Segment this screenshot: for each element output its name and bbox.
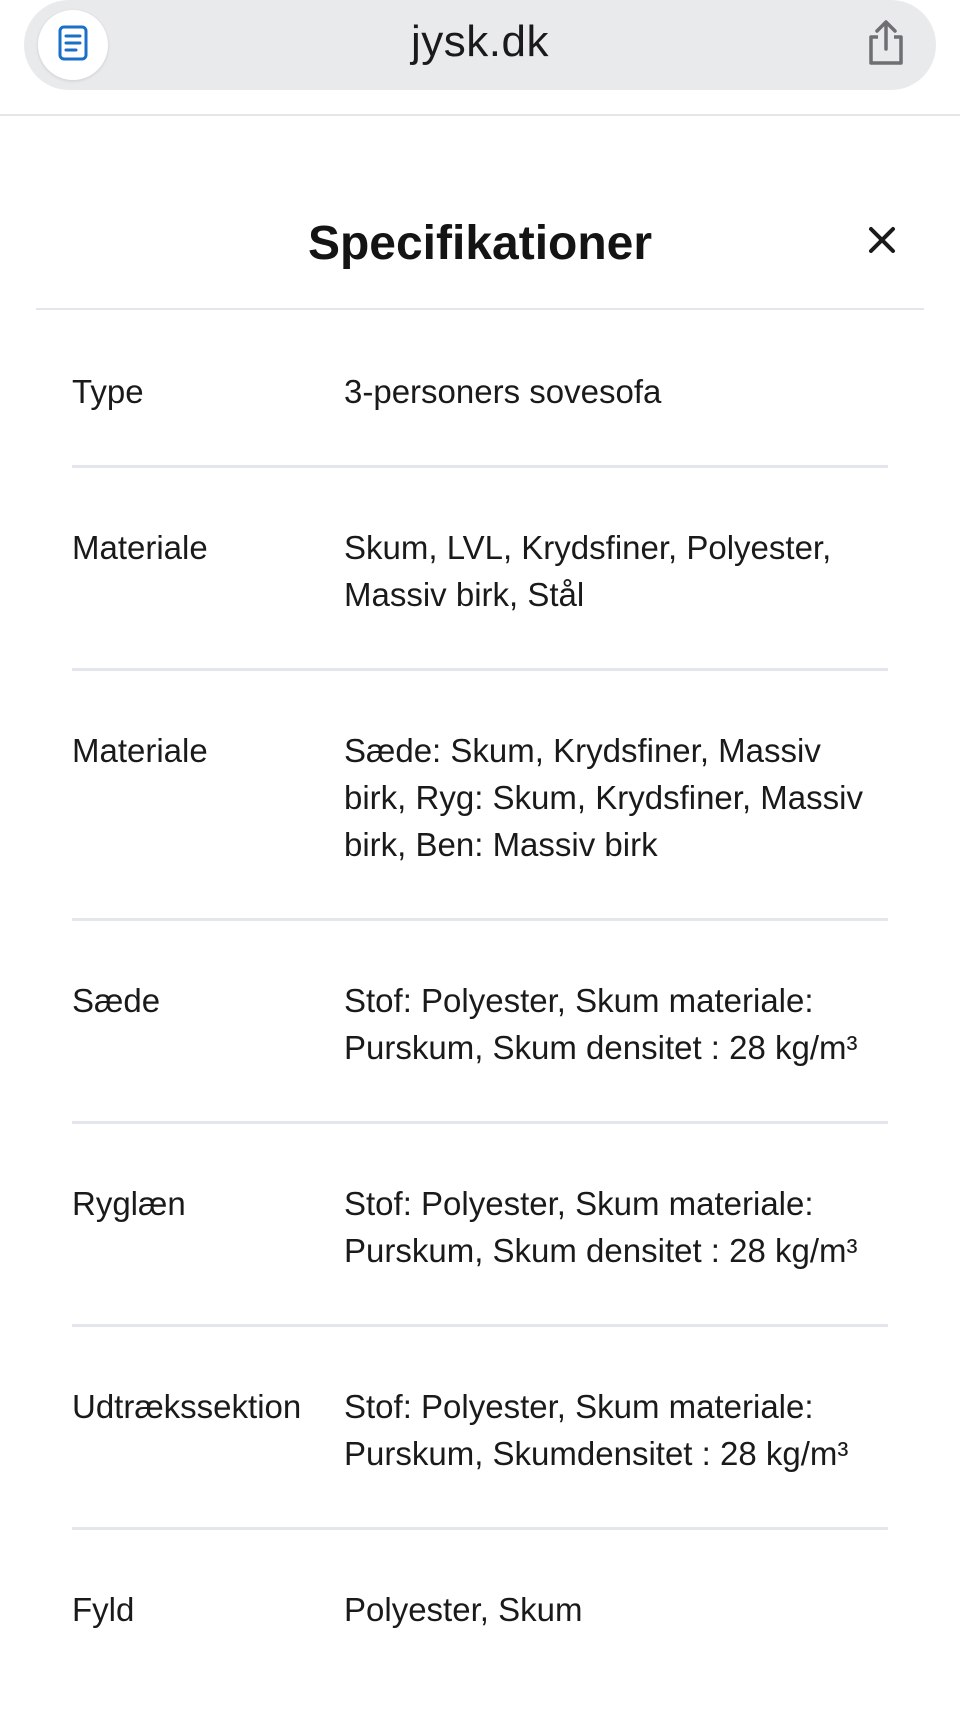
- spec-row-pullout-section: [72, 1327, 888, 1530]
- spec-value: Stof: Polyester, Skum materiale: Purskum, Skum densitet : 28 kg/m³: [344, 982, 858, 1066]
- page-title: Specifikationer: [307, 217, 653, 270]
- spec-label: Materiale: [72, 529, 208, 566]
- spec-row-backrest: [72, 1124, 888, 1327]
- close-icon: [868, 226, 896, 259]
- spec-label: Materiale: [72, 732, 208, 769]
- spec-value: 3-personers sovesofa: [344, 373, 662, 410]
- spec-label: Udtrækssektion: [72, 1388, 302, 1425]
- spec-row-seat: [72, 921, 888, 1124]
- spec-label: Sæde: [72, 982, 161, 1019]
- spec-label: Fyld: [72, 1591, 135, 1628]
- spec-row-material-details: [72, 671, 888, 921]
- share-icon: [865, 19, 907, 72]
- spec-value: Stof: Polyester, Skum materiale: Purskum, Skumdensitet : 28 kg/m³: [344, 1388, 849, 1472]
- specifications-list: [72, 312, 888, 1683]
- spec-value: Polyester, Skum: [344, 1591, 583, 1628]
- spec-label: Ryglæn: [72, 1185, 186, 1222]
- spec-row-type: [72, 312, 888, 468]
- url-text[interactable]: jysk.dk: [411, 17, 549, 66]
- spec-label: Type: [72, 373, 144, 410]
- share-button[interactable]: [860, 18, 912, 72]
- spec-value: Stof: Polyester, Skum materiale: Purskum, Skum densitet : 28 kg/m³: [344, 1185, 858, 1269]
- close-button[interactable]: [860, 220, 904, 264]
- spec-value: Sæde: Skum, Krydsfiner, Massiv birk, Ryg: Skum, Krydsfiner, Massiv birk, Ben: Massiv birk: [344, 732, 863, 863]
- spec-value: Skum, LVL, Krydsfiner, Polyester, Massiv birk, Stål: [344, 529, 832, 613]
- specifications-header: [36, 190, 924, 310]
- spec-row-filling: [72, 1530, 888, 1683]
- spec-row-material: [72, 468, 888, 671]
- address-bar[interactable]: [24, 0, 936, 90]
- browser-top-bar: [0, 0, 960, 116]
